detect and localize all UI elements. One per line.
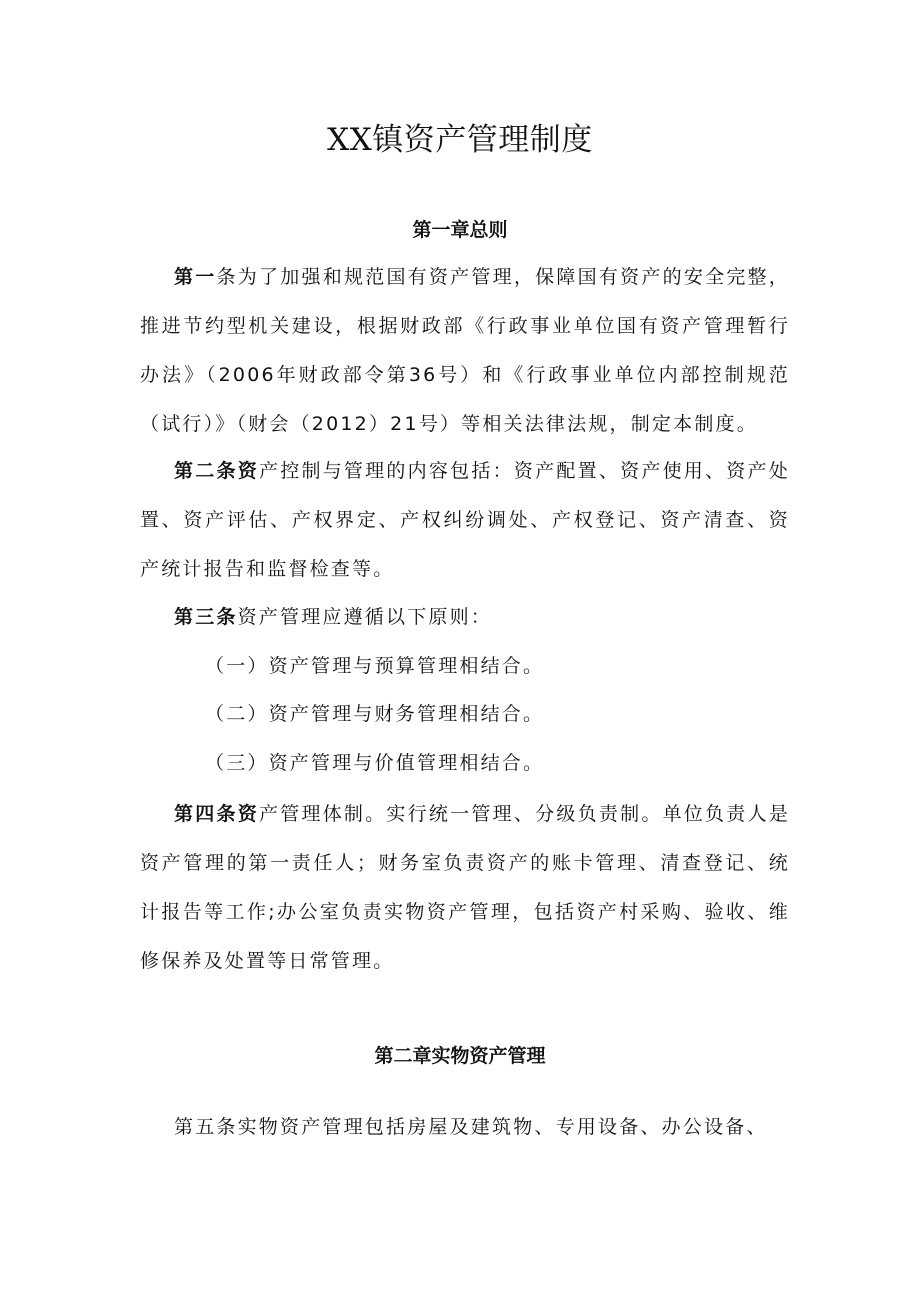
article-4	[140, 790, 790, 986]
article-5-text: 第五条实物资产管理包括房屋及建筑物、专用设备、办公设备、	[174, 1116, 768, 1138]
article-4-label: 第四条资	[174, 803, 259, 825]
article-1-text: 条为了加强和规范国有资产管理，保障国有资产的安全完整，推进节约型机关建设，根据财政部《行政事业单位国有资产管理暂行办法》（2006年财政部令第36号）和《行政事业单位内部控制规范（试行）》（财会（2012）21号）等相关法律法规，制定本制度。	[140, 266, 791, 435]
article-2-label: 第二条资	[174, 460, 259, 482]
article-5	[140, 1103, 790, 1152]
article-3	[140, 593, 790, 642]
article-1	[140, 253, 790, 449]
article-3-item-2: （二）资产管理与财务管理相结合。	[205, 703, 545, 725]
chapter-1-heading: 第一章总则	[412, 219, 508, 241]
article-4-text: 产管理体制。实行统一管理、分级负责制。单位负责人是资产管理的第一责任人；财务室负责资产的账卡管理、清查登记、统计报告等工作;办公室负责实物资产管理，包括资产村采购、验收、维修保养及处置等日常管理。	[140, 803, 790, 972]
article-3-label: 第三条	[174, 606, 238, 628]
article-3-item-1: （一）资产管理与预算管理相结合。	[205, 655, 545, 677]
article-2-text: 产控制与管理的内容包括：资产配置、资产使用、资产处置、资产评估、产权界定、产权纠纷调处、产权登记、资产清查、资产统计报告和监督检查等。	[140, 460, 790, 580]
chapter-2-heading: 第二章实物资产管理	[374, 1045, 546, 1067]
article-2	[140, 447, 790, 594]
article-3-text: 资产管理应遵循以下原则：	[237, 606, 493, 628]
article-1-label: 第一	[174, 266, 217, 288]
article-3-item-3: （三）资产管理与价值管理相结合。	[205, 752, 545, 774]
document-title: XX镇资产管理制度	[327, 122, 593, 158]
